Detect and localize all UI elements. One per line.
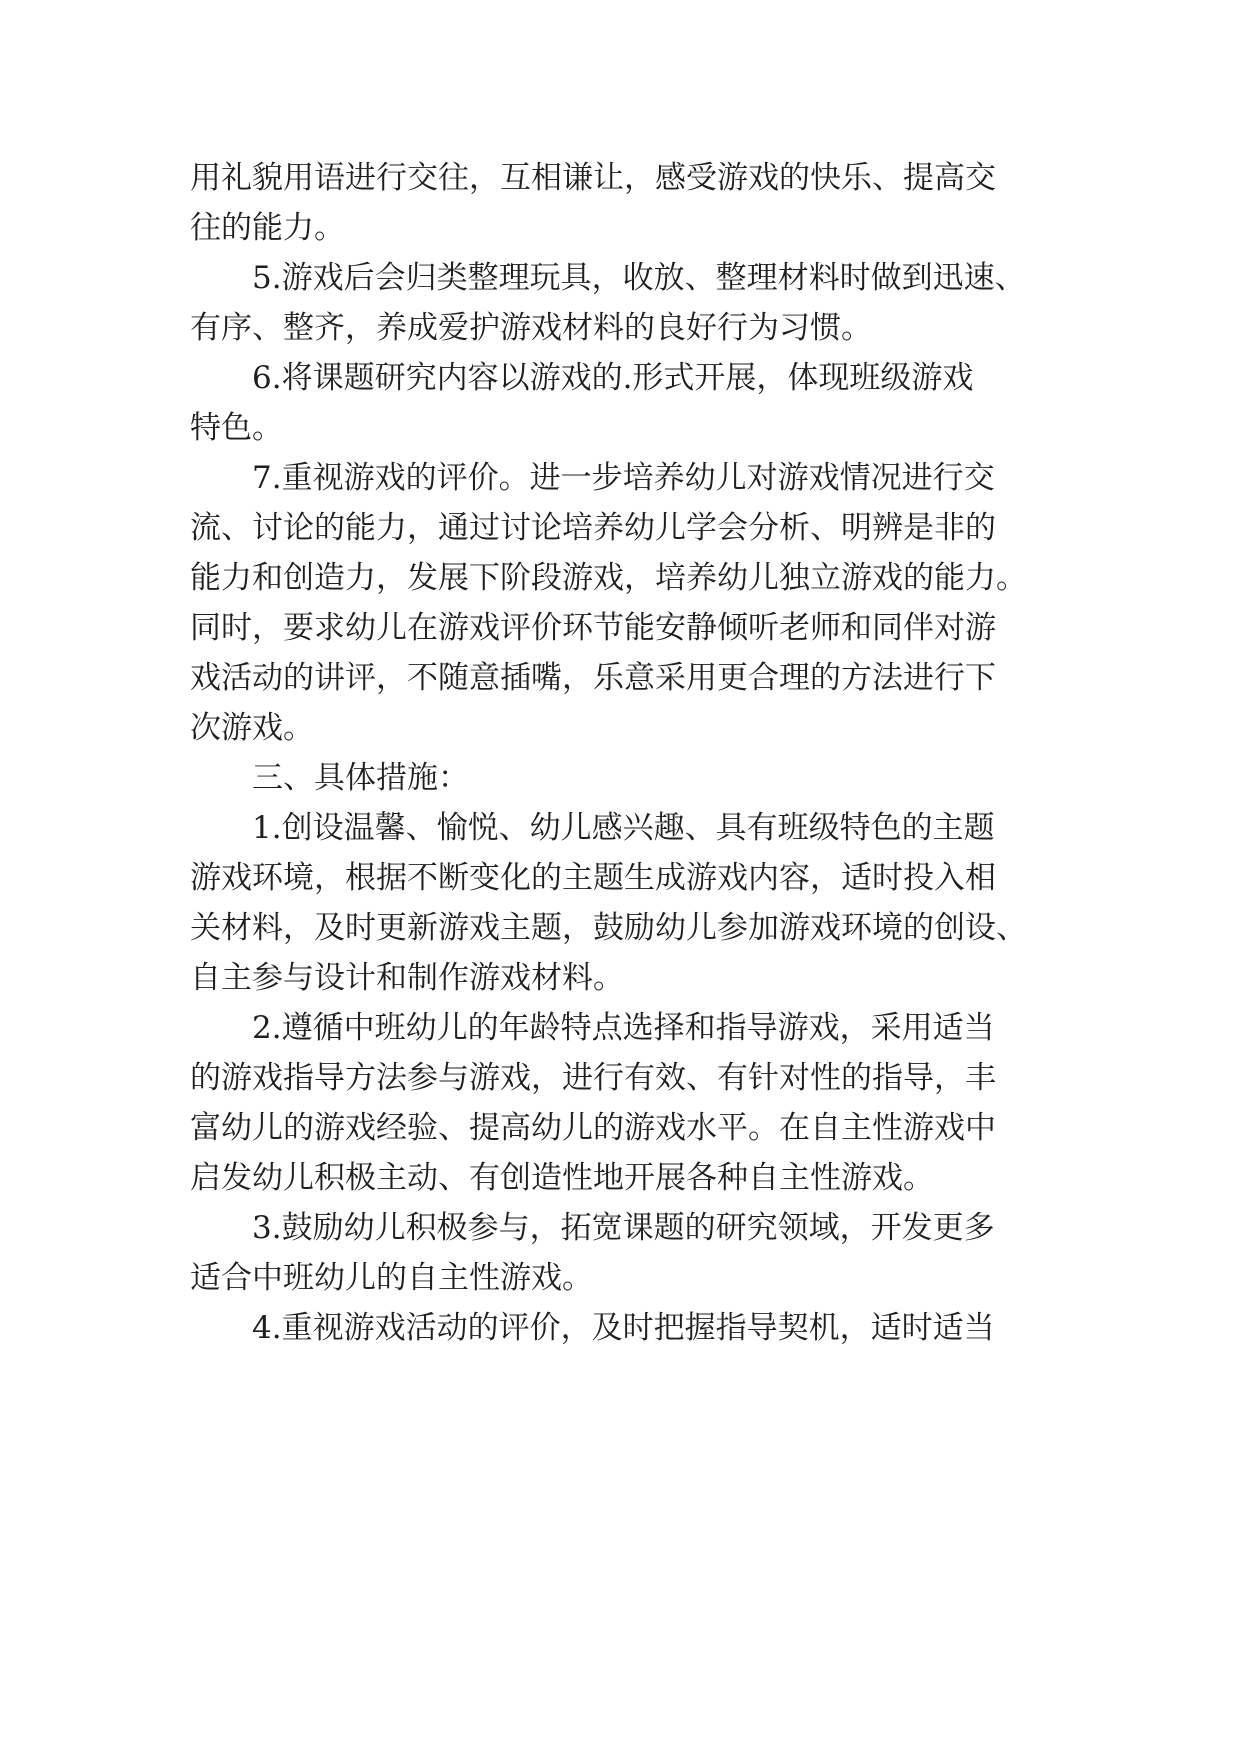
text-line: 流、讨论的能力，通过讨论培养幼儿学会分析、明辨是非的: [190, 510, 996, 546]
text-line: 有序、整齐，养成爱护游戏材料的良好行为习惯。: [190, 310, 872, 346]
list-item-7-line: 7.重视游戏的评价。进一步培养幼儿对游戏情况进行交: [252, 460, 995, 496]
text-line: 能力和创造力，发展下阶段游戏，培养幼儿独立游戏的能力。: [190, 560, 1027, 596]
list-item-6-line: 6.将课题研究内容以游戏的.形式开展，体现班级游戏: [252, 360, 974, 396]
text-line: 特色。: [190, 410, 283, 446]
text-line: 同时，要求幼儿在游戏评价环节能安静倾听老师和同伴对游: [190, 610, 996, 646]
text-line: 戏活动的讲评，不随意插嘴，乐意采用更合理的方法进行下: [190, 660, 996, 696]
text-line: 用礼貌用语进行交往，互相谦让，感受游戏的快乐、提高交: [190, 160, 996, 196]
text-line: 的游戏指导方法参与游戏，进行有效、有针对性的指导，丰: [190, 1060, 996, 1096]
text-line: 次游戏。: [190, 710, 314, 746]
section-heading-measures: 三、具体措施：: [252, 760, 469, 796]
text-line: 自主参与设计和制作游戏材料。: [190, 960, 624, 996]
text-line: 往的能力。: [190, 210, 345, 246]
text-line: 游戏环境，根据不断变化的主题生成游戏内容，适时投入相: [190, 860, 996, 896]
measure-item-2-line: 2.遵循中班幼儿的年龄特点选择和指导游戏，采用适当: [252, 1010, 995, 1046]
text-line: 适合中班幼儿的自主性游戏。: [190, 1260, 593, 1296]
measure-item-4-line: 4.重视游戏活动的评价，及时把握指导契机，适时适当: [252, 1310, 995, 1346]
measure-item-3-line: 3.鼓励幼儿积极参与，拓宽课题的研究领域，开发更多: [252, 1210, 995, 1246]
text-line: 关材料，及时更新游戏主题，鼓励幼儿参加游戏环境的创设、: [190, 910, 1027, 946]
measure-item-1-line: 1.创设温馨、愉悦、幼儿感兴趣、具有班级特色的主题: [252, 810, 995, 846]
text-line: 富幼儿的游戏经验、提高幼儿的游戏水平。在自主性游戏中: [190, 1110, 996, 1146]
text-line: 启发幼儿积极主动、有创造性地开展各种自主性游戏。: [190, 1160, 934, 1196]
list-item-5-line: 5.游戏后会归类整理玩具，收放、整理材料时做到迅速、: [252, 260, 1026, 296]
